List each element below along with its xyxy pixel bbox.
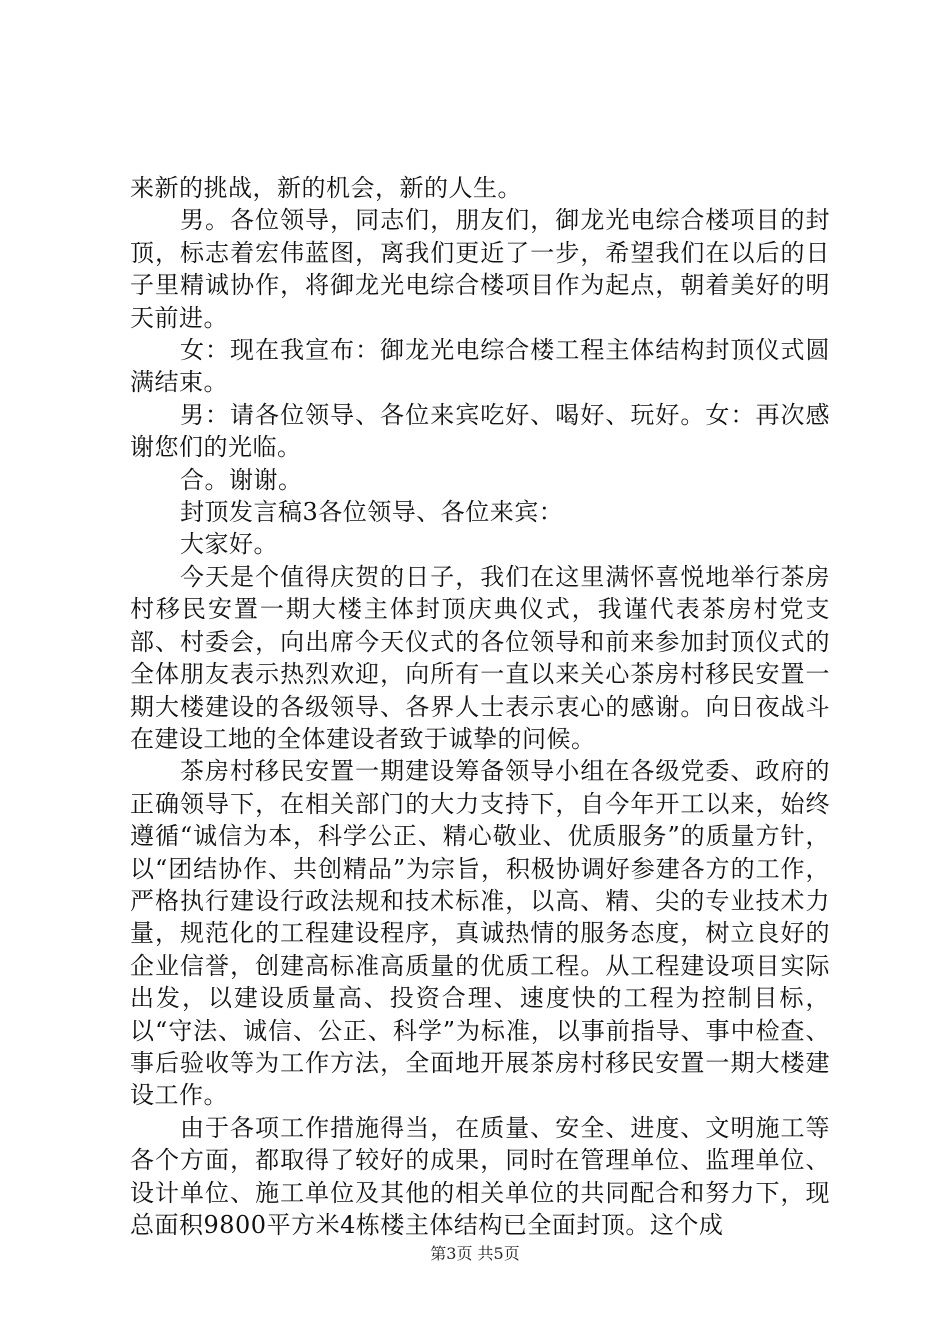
paragraph-10: 由于各项工作措施得当，在质量、安全、进度、文明施工等各个方面，都取得了较好的成果，同时在管理单位、监理单位、设计单位、施工单位及其他的相关单位的共同配合和努力下，现总面积9800平方米4栋楼主体结构已全面封顶。这个成	[130, 1113, 830, 1239]
paragraph-3: 女：现在我宣布：御龙光电综合楼工程主体结构封顶仪式圆满结束。	[130, 336, 830, 397]
paragraph-5: 合。谢谢。	[180, 465, 303, 494]
paragraph-6: 封顶发言稿3各位领导、各位来宾：	[180, 498, 564, 527]
paragraph-8: 今天是个值得庆贺的日子，我们在这里满怀喜悦地举行茶房村移民安置一期大楼主体封顶庆典仪式，我谨代表茶房村党支部、村委会，向出席今天仪式的各位领导和前来参加封顶仪式的全体朋友表示热烈欢迎，向所有一直以来关心茶房村移民安置一期大楼建设的各级领导、各界人士表示衷心的感谢。向日夜战斗在建设工地的全体建设者致于诚挚的问候。	[130, 562, 830, 753]
paragraph-4: 男：请各位领导、各位来宾吃好、喝好、玩好。女：再次感谢您们的光临。	[130, 400, 830, 462]
paragraph-7: 大家好。	[180, 530, 278, 559]
page-number-label: 第3页 共5页	[430, 1244, 520, 1263]
paragraph-9: 茶房村移民安置一期建设筹备领导小组在各级党委、政府的正确领导下，在相关部门的大力支持下，自今年开工以来，始终遵循“诚信为本，科学公正、精心敬业、优质服务”的质量方针，以“团结协作、共创精品”为宗旨，积极协调好参建各方的工作，严格执行建设行政法规和技术标准，以高、精、尖的专业技术力量，规范化的工程建设程序，真诚热情的服务态度，树立良好的企业信誉，创建高标准高质量的优质工程。从工程建设项目实际出发，以建设质量高、投资合理、速度快的工程为控制目标，以“守法、诚信、公正、科学”为标准，以事前指导、事中检查、事后验收等为工作方法，全面地开展茶房村移民安置一期大楼建设工作。	[130, 757, 830, 1110]
page-footer	[0, 1244, 950, 1264]
document-body	[130, 172, 830, 1241]
paragraph-1: 来新的挑战，新的机会，新的人生。	[130, 174, 522, 202]
paragraph-2: 男。各位领导，同志们，朋友们，御龙光电综合楼项目的封顶，标志着宏伟蓝图，离我们更近了一步，希望我们在以后的日子里精诚协作，将御龙光电综合楼项目作为起点，朝着美好的明天前进。	[130, 206, 830, 332]
